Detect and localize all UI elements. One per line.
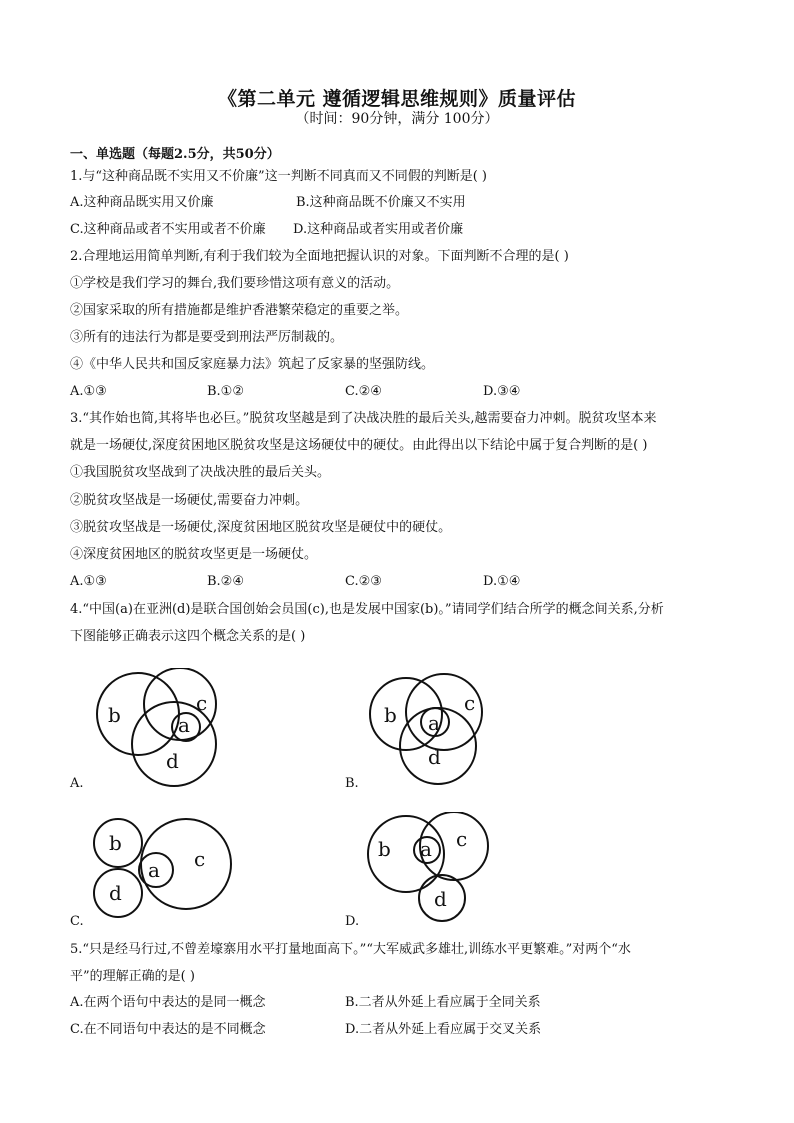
- q5-stem-line1: 5.“只是经马行过,不曾差壕寨用水平打量地面高下。”“大军威武多雄壮,训练水平更繁难。”对两个“水: [70, 942, 631, 957]
- diagram-a-label: A.: [70, 776, 84, 791]
- q1-option-c: C.这种商品或者不实用或者不价廉: [70, 222, 266, 237]
- label-a: a: [148, 858, 160, 882]
- label-d: d: [428, 745, 441, 769]
- label-a: a: [428, 711, 440, 735]
- q4-stem-line2: 下图能够正确表示这四个概念关系的是( ): [70, 629, 306, 644]
- q2-statement-3: ③所有的违法行为都是要受到刑法严厉制裁的。: [70, 330, 344, 345]
- q2-statement-4: ④《中华人民共和国反家庭暴力法》筑起了反家暴的坚强防线。: [70, 357, 435, 372]
- venn-diagram-b: [366, 672, 506, 788]
- venn-diagram-c: [90, 814, 240, 922]
- q3-stem-line2: 就是一场硬仗,深度贫困地区脱贫攻坚是这场硬仗中的硬仗。由此得出以下结论中属于复合判断的是( ): [70, 438, 648, 453]
- q2-statement-2: ②国家采取的所有措施都是维护香港繁荣稳定的重要之举。: [70, 303, 409, 318]
- label-b: b: [108, 703, 121, 727]
- q3-option-b: B.②④: [207, 574, 244, 589]
- q5-option-c: C.在不同语句中表达的是不同概念: [70, 1022, 266, 1037]
- q4-stem-line1: 4.“中国(a)在亚洲(d)是联合国创始会员国(c),也是发展中国家(b)。”请同学们结合所学的概念间关系,分析: [70, 602, 664, 617]
- q2-stem: 2.合理地运用简单判断,有利于我们较为全面地把握认识的对象。下面判断不合理的是( ): [70, 249, 569, 264]
- q1-stem: 1.与“这种商品既不实用又不价廉”这一判断不同真而又不同假的判断是( ): [70, 169, 487, 184]
- q5-option-b: B.二者从外延上看应属于全同关系: [345, 995, 541, 1010]
- label-a: a: [420, 837, 432, 861]
- label-c: c: [456, 827, 468, 851]
- q5-option-a: A.在两个语句中表达的是同一概念: [70, 995, 266, 1010]
- section-heading: 一、单选题（每题2.5分，共50分）: [70, 147, 280, 162]
- diagram-b-label: B.: [345, 776, 359, 791]
- q2-option-c: C.②④: [345, 384, 382, 399]
- diagram-d-label: D.: [345, 914, 360, 929]
- q3-stem-line1: 3.“其作始也简,其将毕也必巨。”脱贫攻坚越是到了决战决胜的最后关头,越需要奋力冲刺。脱贫攻坚本来: [70, 411, 657, 426]
- label-c: c: [464, 691, 476, 715]
- q2-option-a: A.①③: [70, 384, 107, 399]
- diagram-c-label: C.: [70, 914, 84, 929]
- label-a: a: [178, 713, 190, 737]
- label-d: d: [166, 749, 179, 773]
- doc-subtitle: （时间：90分钟，满分 100分）: [295, 111, 499, 127]
- q3-statement-2: ②脱贫攻坚战是一场硬仗,需要奋力冲刺。: [70, 493, 309, 508]
- venn-diagram-d: [364, 812, 514, 922]
- venn-diagram-a: [90, 668, 240, 788]
- q2-option-b: B.①②: [207, 384, 244, 399]
- label-b: b: [109, 831, 122, 855]
- q2-option-d: D.③④: [483, 384, 521, 399]
- label-c: c: [194, 847, 206, 871]
- q3-statement-3: ③脱贫攻坚战是一场硬仗,深度贫困地区脱贫攻坚是硬仗中的硬仗。: [70, 520, 452, 535]
- q3-statement-1: ①我国脱贫攻坚战到了决战决胜的最后关头。: [70, 465, 331, 480]
- label-d: d: [109, 881, 122, 905]
- q1-option-d: D.这种商品或者实用或者价廉: [293, 222, 464, 237]
- doc-title: 《第二单元 遵循逻辑思维规则》质量评估: [217, 88, 577, 110]
- label-b: b: [384, 703, 397, 727]
- q3-option-d: D.①④: [483, 574, 521, 589]
- q3-option-c: C.②③: [345, 574, 382, 589]
- q1-option-a: A.这种商品既实用又价廉: [70, 195, 214, 210]
- q3-statement-4: ④深度贫困地区的脱贫攻坚更是一场硬仗。: [70, 547, 318, 562]
- q2-statement-1: ①学校是我们学习的舞台,我们要珍惜这项有意义的活动。: [70, 276, 400, 291]
- q5-stem-line2: 平”的理解正确的是( ): [70, 969, 195, 984]
- label-d: d: [434, 887, 447, 911]
- label-c: c: [196, 691, 208, 715]
- q5-option-d: D.二者从外延上看应属于交叉关系: [345, 1022, 542, 1037]
- q3-option-a: A.①③: [70, 574, 107, 589]
- q1-option-b: B.这种商品既不价廉又不实用: [296, 195, 466, 210]
- label-b: b: [378, 837, 391, 861]
